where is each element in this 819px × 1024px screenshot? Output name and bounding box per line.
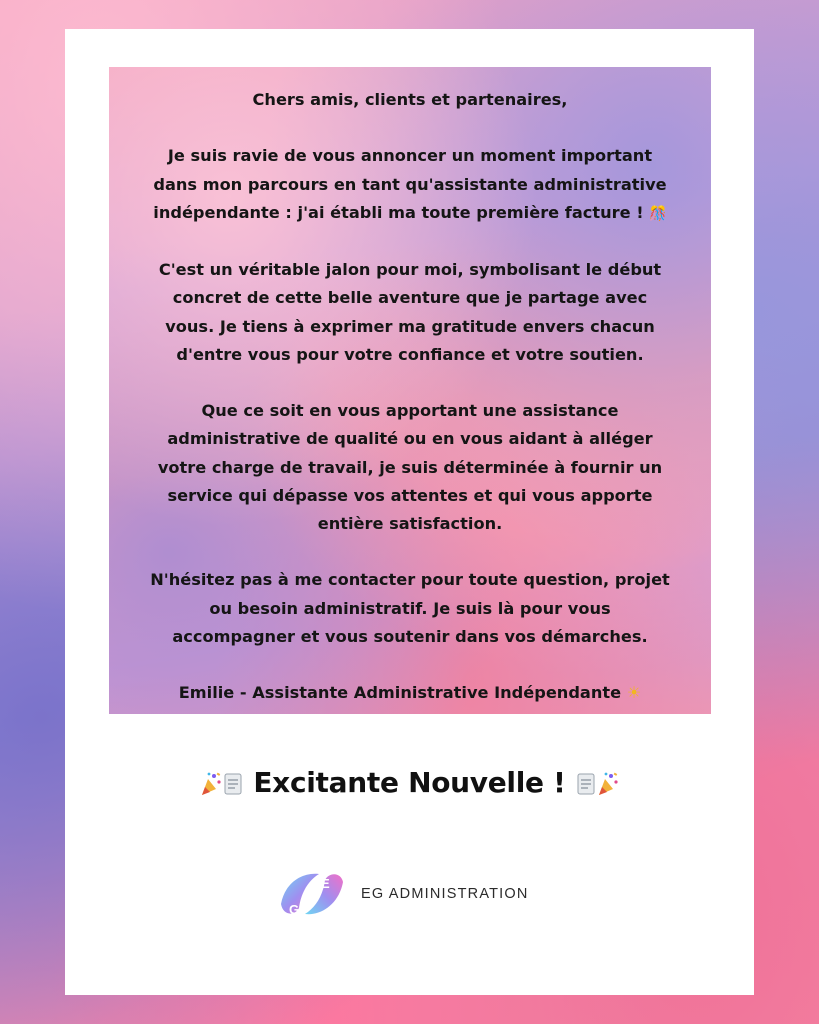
greeting: Chers amis, clients et partenaires, <box>252 90 568 109</box>
headline-text: Excitante Nouvelle ! <box>253 766 566 799</box>
paragraph-3-line-2: administrative de qualité ou en vous aidant à alléger <box>167 429 653 449</box>
eg-logo-icon <box>275 864 349 924</box>
paragraph-1-line-2: dans mon parcours en tant qu'assistante administrative <box>153 174 667 194</box>
paragraph-3-line-4: service qui dépasse vos attentes et qui vous apporte <box>167 485 653 505</box>
paragraph-1-line-3-text: indépendante : j'ai établi ma toute première facture ! <box>153 202 644 222</box>
paragraph-2-line-2: concret de cette belle aventure que je partage avec <box>172 288 648 308</box>
paragraph-1-line-1: Je suis ravie de vous annoncer un moment important <box>167 146 653 166</box>
paragraph-2-line-1: C'est un véritable jalon pour moi, symbolisant le début <box>158 260 662 280</box>
sun-icon: ☀ <box>626 683 642 703</box>
logo-letter-g: G <box>289 902 300 917</box>
announcement-card <box>65 29 754 995</box>
memo-icon <box>575 771 597 797</box>
confetti-ball-icon: 🎊 <box>649 205 667 222</box>
paragraph-3-line-1: Que ce soit en vous apportant une assistance <box>201 401 619 421</box>
memo-icon <box>222 771 244 797</box>
paragraph-2-line-4: d'entre vous pour votre confiance et votre soutien. <box>176 344 644 364</box>
headline <box>65 766 754 799</box>
paragraph-4-line-1: N'hésitez pas à me contacter pour toute question, projet <box>150 570 670 590</box>
paragraph-3-line-3: votre charge de travail, je suis déterminée à fournir un <box>157 457 663 477</box>
party-popper-icon <box>597 771 619 797</box>
brand-name: EG ADMINISTRATION <box>361 886 529 902</box>
paragraph-4-line-2: ou besoin administratif. Je suis là pour vous <box>209 598 611 618</box>
message-panel <box>109 67 711 714</box>
signature <box>123 679 697 707</box>
brand <box>275 864 529 924</box>
party-popper-icon <box>200 771 222 797</box>
paragraph-2-line-3: vous. Je tiens à exprimer ma gratitude envers chacun <box>165 316 655 336</box>
logo-letter-e: E <box>321 876 330 891</box>
signature-text: Emilie - Assistante Administrative Indépendante <box>178 683 622 703</box>
paragraph-3-line-5: entière satisfaction. <box>317 514 503 533</box>
paragraph-4-line-3: accompagner et vous soutenir dans vos démarches. <box>172 626 648 646</box>
paragraph-1-line-3 <box>123 199 697 228</box>
